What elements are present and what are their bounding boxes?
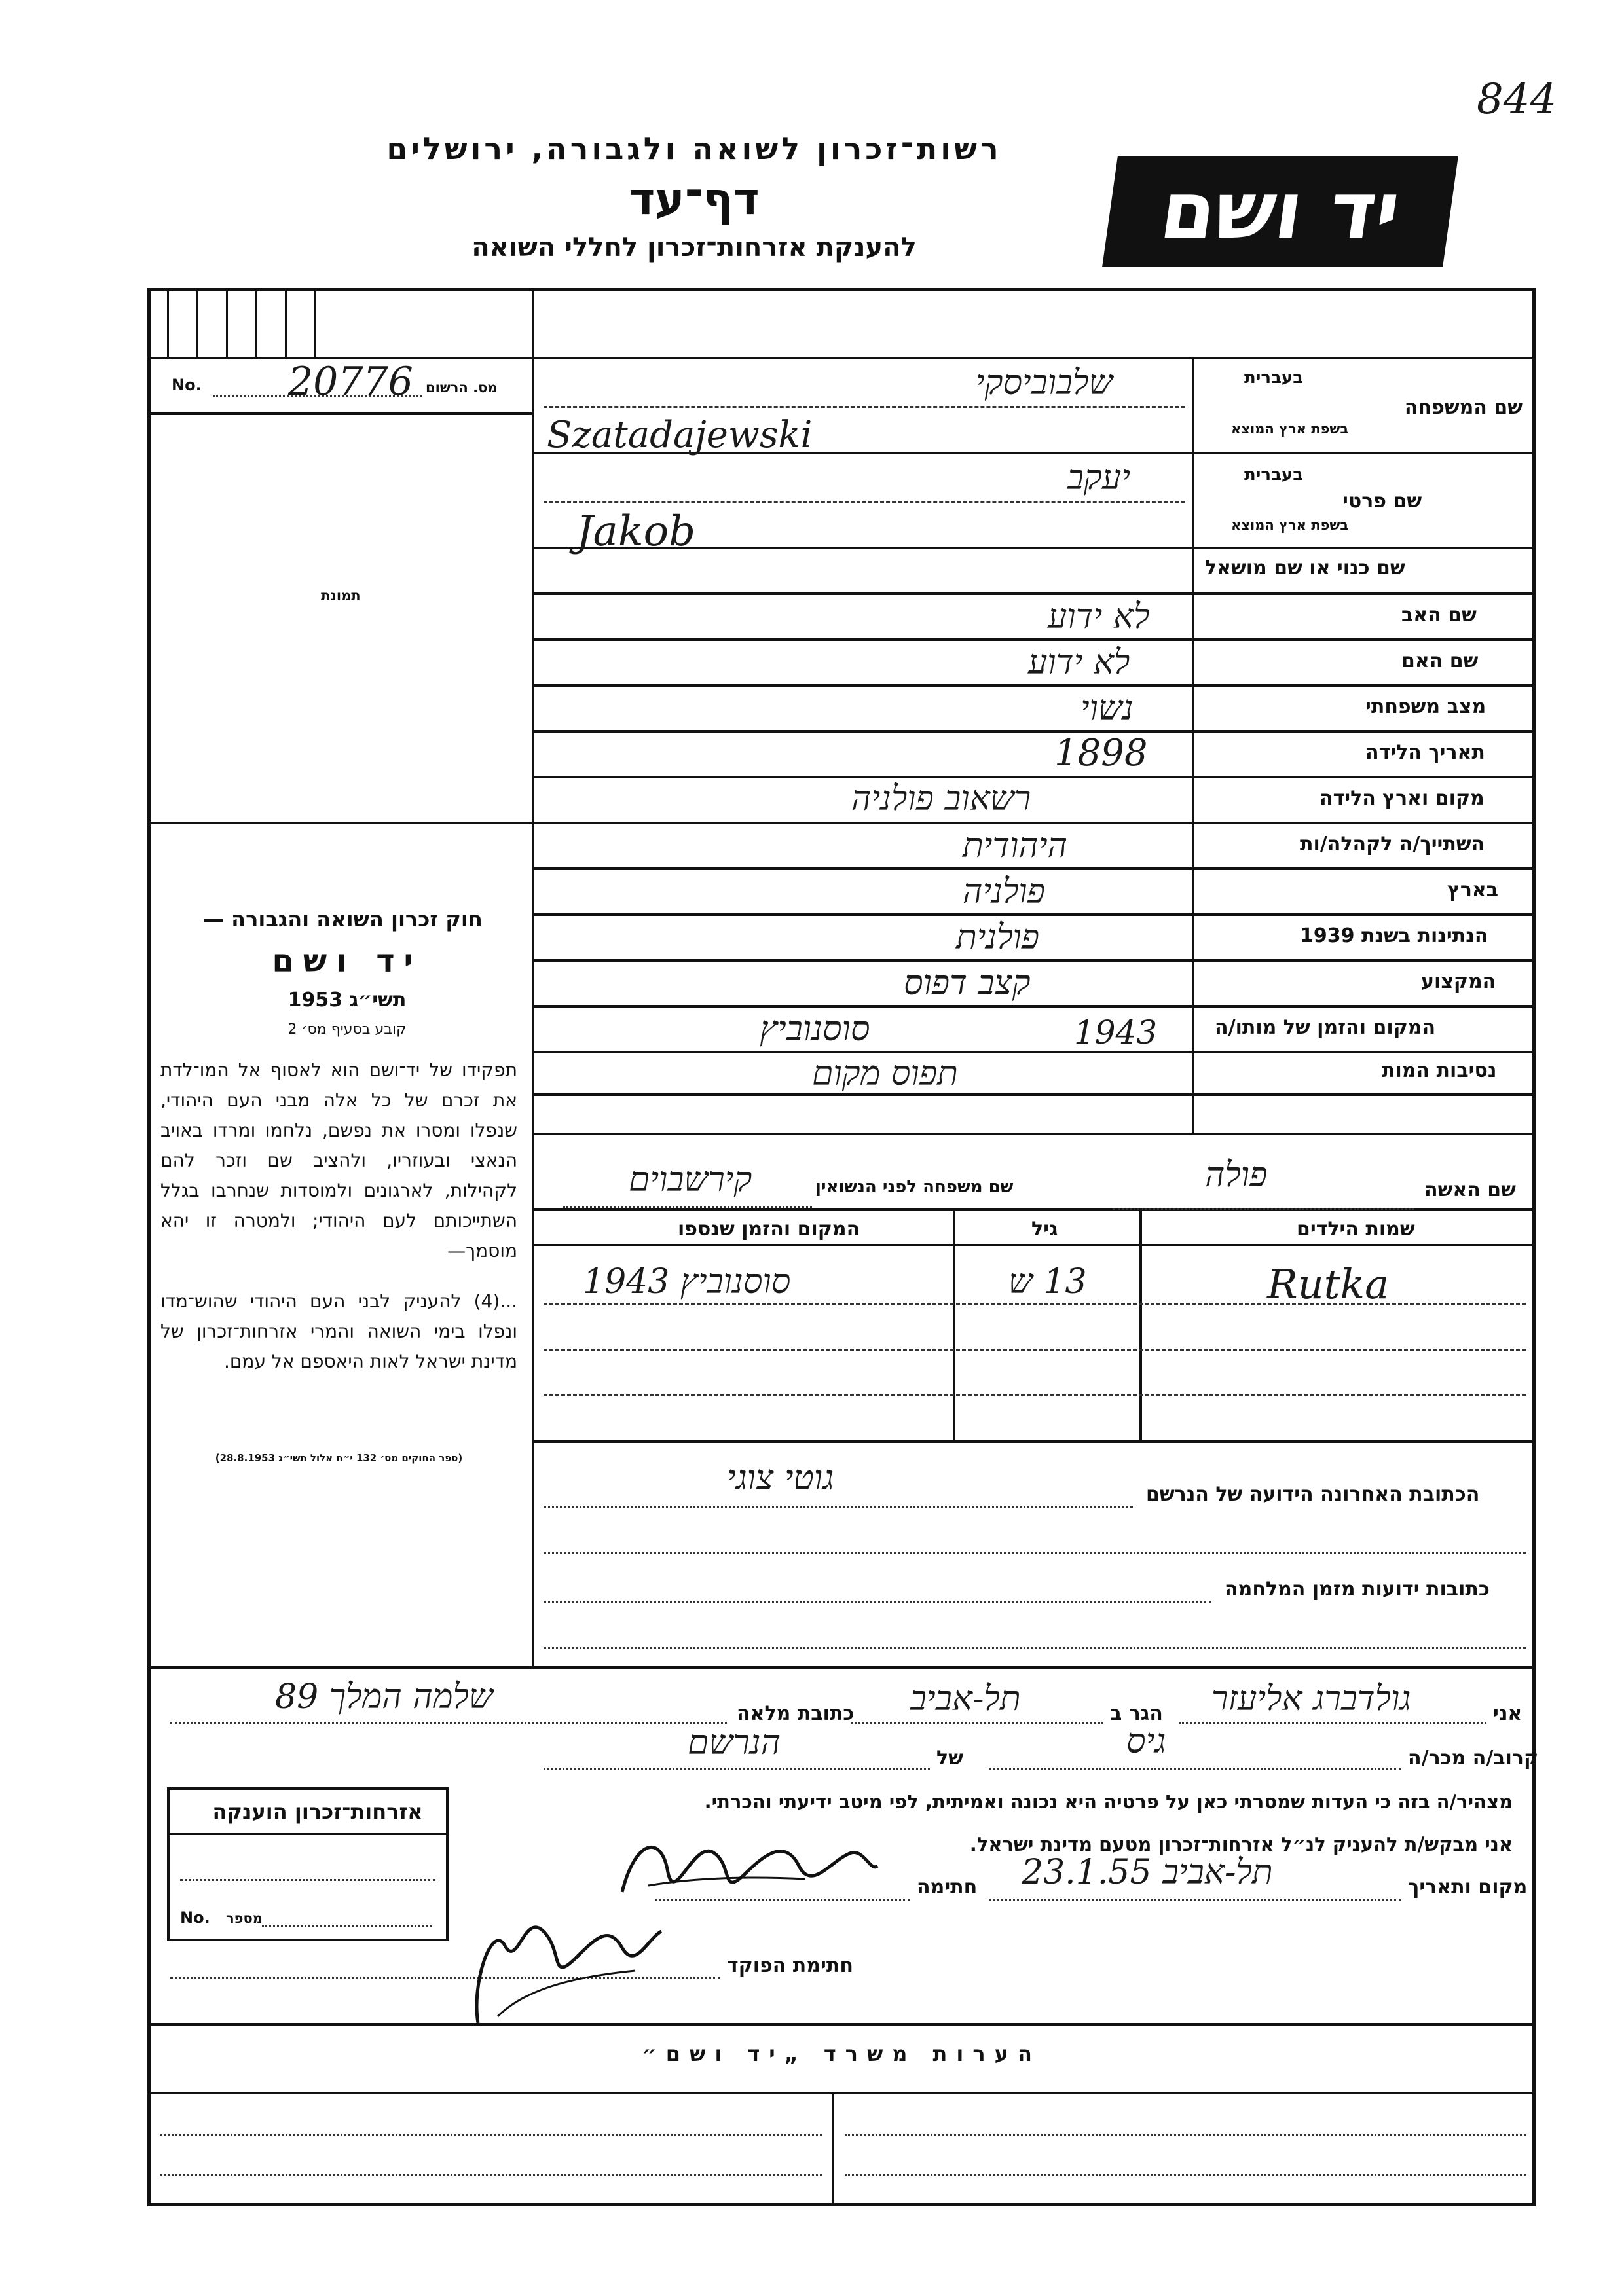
resident-label: הגר ב: [1110, 1702, 1163, 1725]
law-text-2: ...(4) להעניק לבני העם היהודי שהוש־מדו ונפלו בימי השואה והמרי אזרחות־זכרון של מדינת ישראל לאות היאספם אל עמם.: [160, 1290, 517, 1372]
law-heading: חוק זכרון השואה והגבורה —: [203, 907, 483, 932]
statement-1: מצהיר/ה בזה כי העדות שמסרתי כאן על פרטיה היא נכונה ואמיתית, לפי מיטב ידיעתי והכרתי.: [704, 1791, 1513, 1813]
declarant-ani: אני: [1493, 1702, 1522, 1725]
address-label: כתובת מלאה: [737, 1702, 855, 1725]
citizenship-1939-label: הנתינות בשנת 1939: [1300, 924, 1488, 947]
birth-place-label: מקום וארץ הלידה: [1320, 787, 1485, 810]
children-names-header: שמות הילדים: [1297, 1218, 1415, 1241]
statement-2: אני מבקש/ת להעניק לנ״ל אזרחות־זכרון מטעם מדינת ישראל.: [969, 1833, 1513, 1855]
family-status-label: מצב משפחתי: [1365, 695, 1486, 718]
occupation-label: המקצוע: [1421, 970, 1496, 993]
children-age-header: גיל: [1031, 1218, 1058, 1241]
yad-vashem-logo: יד ושם: [1102, 156, 1458, 267]
firstname-heb-label: בעברית: [1244, 465, 1304, 484]
office-notes-title: הערות משרד „יד ושם״: [642, 2041, 1041, 2066]
nickname-label: שם כנוי או שם מושאל: [1205, 556, 1405, 579]
family-status-value: נשוי: [1080, 689, 1134, 728]
law-citation: (ספר החוקים מס׳ 132 י״ח אלול תשי״ג 28.8.1953): [215, 1452, 463, 1464]
firstname-hebrew-value: יעקב: [1067, 458, 1130, 498]
of-value: הנרשם: [688, 1723, 781, 1762]
surname-heb-label: בעברית: [1244, 368, 1304, 388]
birth-date-value: 1898: [1054, 732, 1148, 774]
of-label: של: [936, 1747, 963, 1770]
surname-label: שם המשפחה: [1404, 396, 1522, 419]
signature-label: חתימה: [917, 1876, 978, 1899]
law-year: תשי״ג 1953: [287, 989, 407, 1011]
law-text-1: תפקידו של יד־ושם הוא לאסוף אל המו־לדת את זכרם של כל אלה מבני העם היהודי, שנפלו ומסרו את נפשם, נלחמו ומרדו באויב הנאצי ובעוזריו, ולהציב שם וזכר להם לקהילות, לארגונים ולמוסדות שנחרבו בגלל השתייכותם לעם היהודי; ולמטרה זו יהא מוסמך—: [160, 1059, 517, 1262]
authority-title: רשות־זכרון לשואה ולגבורה, ירושלים: [386, 131, 1002, 166]
surname-origin-label: בשפת ארץ המוצא: [1231, 421, 1349, 437]
resident-value: תל-אביב: [910, 1679, 1021, 1719]
country-value: פולניה: [963, 872, 1045, 911]
reg-label: מס. הרשום: [426, 380, 498, 395]
citizenship-1939-value: פולנית: [956, 918, 1040, 957]
occupation-value: קצב דפוס: [904, 964, 1031, 1003]
father-value: לא ידוע: [1048, 597, 1150, 636]
wife-maiden-label: שם משפחה לפני הנשואין: [815, 1177, 1014, 1197]
wife-maiden-value: קירשבוים: [629, 1160, 752, 1199]
circumstances-value: תפוס מקום: [812, 1054, 958, 1093]
death-label: המקום והזמן של מותו/ה: [1215, 1016, 1436, 1039]
child-name: Rutka: [1267, 1260, 1390, 1308]
children-death-header: המקום והזמן שנספו: [678, 1218, 860, 1241]
community-value: היהודית: [963, 826, 1068, 866]
mother-value: לא ידוע: [1028, 643, 1130, 682]
wife-label: שם האשה: [1424, 1178, 1516, 1201]
mother-label: שם האם: [1401, 649, 1479, 672]
surname-origin-value: Szatadajewski: [547, 414, 813, 456]
wife-value: פולה: [1205, 1156, 1268, 1195]
place-date-value: תל-אביב 23.1.55: [1022, 1853, 1273, 1892]
official-signature: [452, 1886, 668, 2036]
father-label: שם האב: [1401, 604, 1477, 627]
law-clause-ref: קובע בסעיף מס׳ 2: [287, 1021, 407, 1038]
firstname-label: שם פרטי: [1342, 490, 1422, 513]
last-address-label: הכתובת האחרונה הידועה של הנרשם: [1146, 1483, 1480, 1506]
citizenship-box-title: אזרחות־זכרון הוענקה: [212, 1799, 423, 1824]
circumstances-label: נסיבות המות: [1382, 1059, 1497, 1082]
official-signature-label: חתימת הפוקד: [727, 1954, 853, 1977]
last-address-value: גוטי צוגי: [727, 1459, 834, 1498]
doc-subtitle: להענקת אזרחות־זכרון לחללי השואה: [471, 232, 917, 263]
relation-label: קרוב/ה מכר/ה: [1408, 1747, 1539, 1770]
country-label: בארץ: [1447, 879, 1499, 902]
address-value: שלמה המלך 89: [275, 1677, 493, 1717]
death-place-value: סוסנוביץ: [760, 1010, 870, 1049]
firstname-origin-value: Jakob: [576, 507, 696, 556]
wartime-address-label: כתובות ידועות מזמן המלחמה: [1225, 1578, 1490, 1601]
doc-title: דף־עד: [629, 173, 760, 225]
birth-date-label: תאריך הלידה: [1365, 741, 1485, 764]
declarant-name: גולדברג אליעזר: [1211, 1679, 1411, 1719]
law-name: יד ושם: [272, 943, 422, 979]
reg-no-label: No.: [172, 376, 202, 394]
community-label: השתייך/ה לקהלה/ות: [1300, 833, 1485, 856]
citizenship-number-label: מספר: [226, 1910, 263, 1926]
photo-label: תמונת: [321, 588, 361, 604]
firstname-origin-label: בשפת ארץ המוצא: [1231, 517, 1349, 533]
place-date-label: מקום ותאריך: [1408, 1876, 1528, 1899]
child-age: 13 ש: [1008, 1262, 1087, 1302]
citizenship-no-label: No.: [180, 1908, 210, 1927]
registration-number: 20776: [288, 359, 413, 405]
child-death: סוסנוביץ 1943: [583, 1262, 791, 1302]
birth-place-value: רשאוב פולניה: [851, 779, 1031, 818]
relation-value: גיס: [1126, 1722, 1166, 1761]
death-year-value: 1943: [1074, 1013, 1158, 1051]
corner-note: 844: [1477, 75, 1557, 124]
surname-hebrew-value: שלבוביסקי: [976, 363, 1113, 403]
